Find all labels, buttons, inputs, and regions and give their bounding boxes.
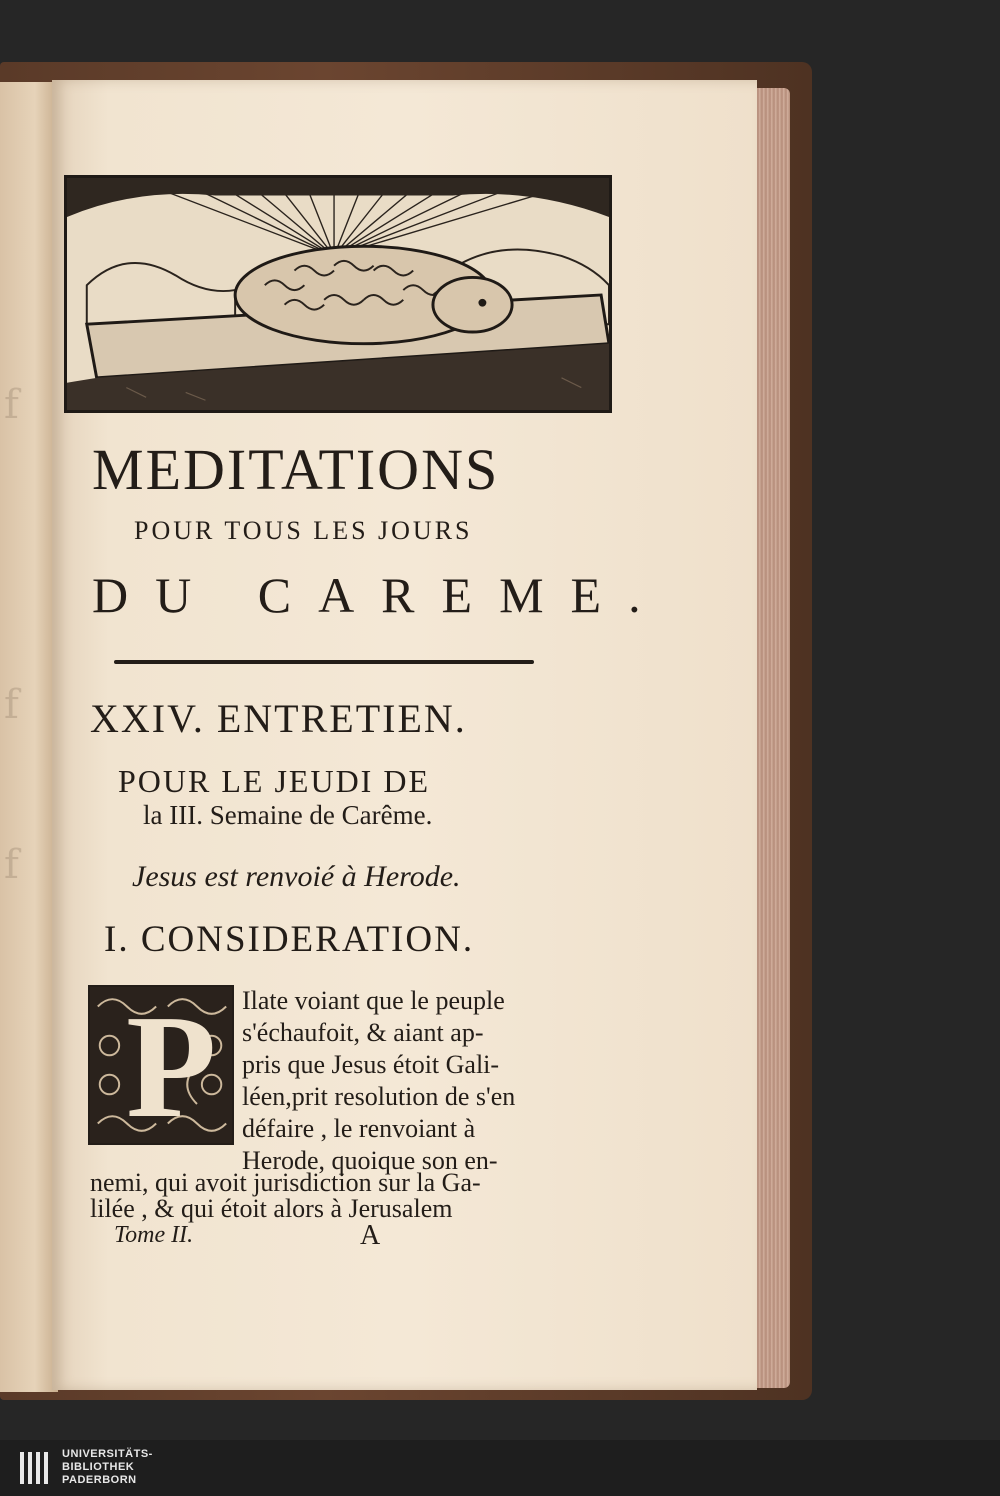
body-line: léen,prit resolution de s'en <box>242 1082 516 1111</box>
body-line: pris que Jesus étoit Gali- <box>242 1050 500 1079</box>
title-meditations: MEDITATIONS <box>92 437 500 502</box>
footer-signature: A <box>360 1220 381 1251</box>
subject-line: Jesus est renvoié à Herode. <box>132 860 461 893</box>
body-line: nemi, qui avoit jurisdiction sur la Ga- <box>90 1168 481 1197</box>
library-name-line1: UNIVERSITÄTS- <box>62 1448 153 1460</box>
library-name-line3: PADERBORN <box>62 1474 137 1486</box>
library-logo-icon <box>18 1448 54 1488</box>
body-line: défaire , le renvoiant à <box>242 1114 476 1143</box>
body-line: lilée , & qui étoit alors à Jerusalem <box>90 1194 453 1223</box>
pour-le-jeudi-heading: POUR LE JEUDI DE <box>118 763 430 799</box>
body-line: Herode, quoique son en- <box>242 1146 498 1175</box>
left-page: f f f <box>0 82 58 1392</box>
library-name-line2: BIBLIOTHEK <box>62 1461 135 1473</box>
dropcap-letter: P <box>126 985 217 1145</box>
lamb-woodcut-icon <box>67 178 609 410</box>
decorated-initial <box>88 985 234 1145</box>
consideration-heading: I. CONSIDERATION. <box>104 919 475 960</box>
entretien-heading: XXIV. ENTRETIEN. <box>90 696 467 741</box>
footer-tome: Tome II. <box>114 1222 194 1248</box>
body-line: s'échaufoit, & aiant ap- <box>242 1018 484 1047</box>
title-rule-divider <box>114 660 534 664</box>
woodcut-lamb-illustration <box>64 175 612 413</box>
body-line: Ilate voiant que le peuple <box>242 986 505 1015</box>
subtitle-pour-tous-les-jours: POUR TOUS LES JOURS <box>134 516 473 545</box>
subtitle-du-careme: DU CAREME. <box>92 567 668 623</box>
semaine-subheading: la III. Semaine de Carême. <box>143 800 433 830</box>
